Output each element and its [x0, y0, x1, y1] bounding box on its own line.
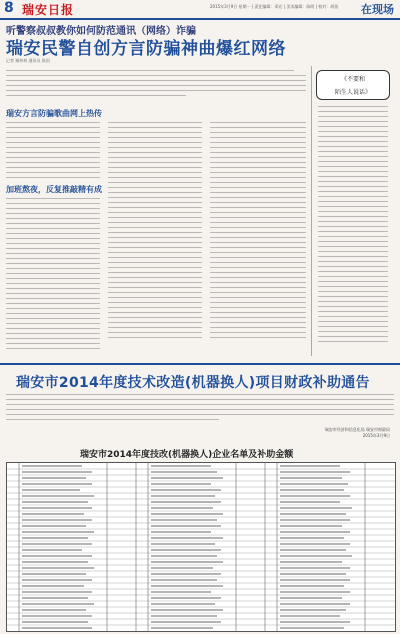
page-header: [0, 0, 400, 20]
lyrics-text: [318, 106, 388, 346]
lyrics-sidebar: [311, 66, 396, 356]
lyrics-title-line2: 陌生人说话》: [334, 89, 371, 96]
lyrics-title-line1: 《不要和: [340, 76, 365, 83]
lyrics-title-box: [316, 70, 390, 100]
article-body-intro: [6, 70, 306, 100]
ad-signature-org: 瑞安市经济和信息化局 瑞安市财政局: [324, 427, 390, 432]
newspaper-brand: 瑞安日报: [22, 3, 75, 17]
subhead-1: 瑞安方言防骗歌曲网上热传: [6, 109, 102, 118]
ad-signature-date: 2015年3月9日: [362, 433, 390, 438]
article-column-1: [6, 122, 100, 182]
subsidy-table: [6, 462, 396, 632]
header-meta: 2015年3月9日 星期一 | 责任编辑：邓宏 | 美术编辑：陈明 | 校对：胡依: [210, 4, 339, 9]
ad-title: 瑞安市2014年度技术改造(机器换人)项目财政补助通告: [16, 375, 370, 391]
ad-signature: [325, 427, 390, 439]
article-column-3: [210, 122, 306, 342]
article-column-1b: [6, 198, 100, 353]
article-column-2: [108, 122, 202, 342]
ad-body-text: [6, 394, 394, 424]
ad-divider: [0, 363, 400, 365]
section-name: 在现场: [361, 3, 394, 16]
subsidy-table-grid: [7, 463, 395, 631]
article-kicker: 听警察叔叔教你如何防范通讯（网络）诈骗: [6, 26, 196, 37]
subsidy-table-title: 瑞安市2014年度技改(机器换人)企业名单及补助金额: [80, 450, 294, 460]
article-byline: 记者 谢林林 通讯员 陈国: [6, 58, 50, 63]
page-number: 8: [4, 0, 14, 16]
subhead-2: 加班熬夜，反复推敲精有成: [6, 185, 102, 194]
article-headline: 瑞安民警自创方言防骗神曲爆红网络: [6, 39, 286, 59]
